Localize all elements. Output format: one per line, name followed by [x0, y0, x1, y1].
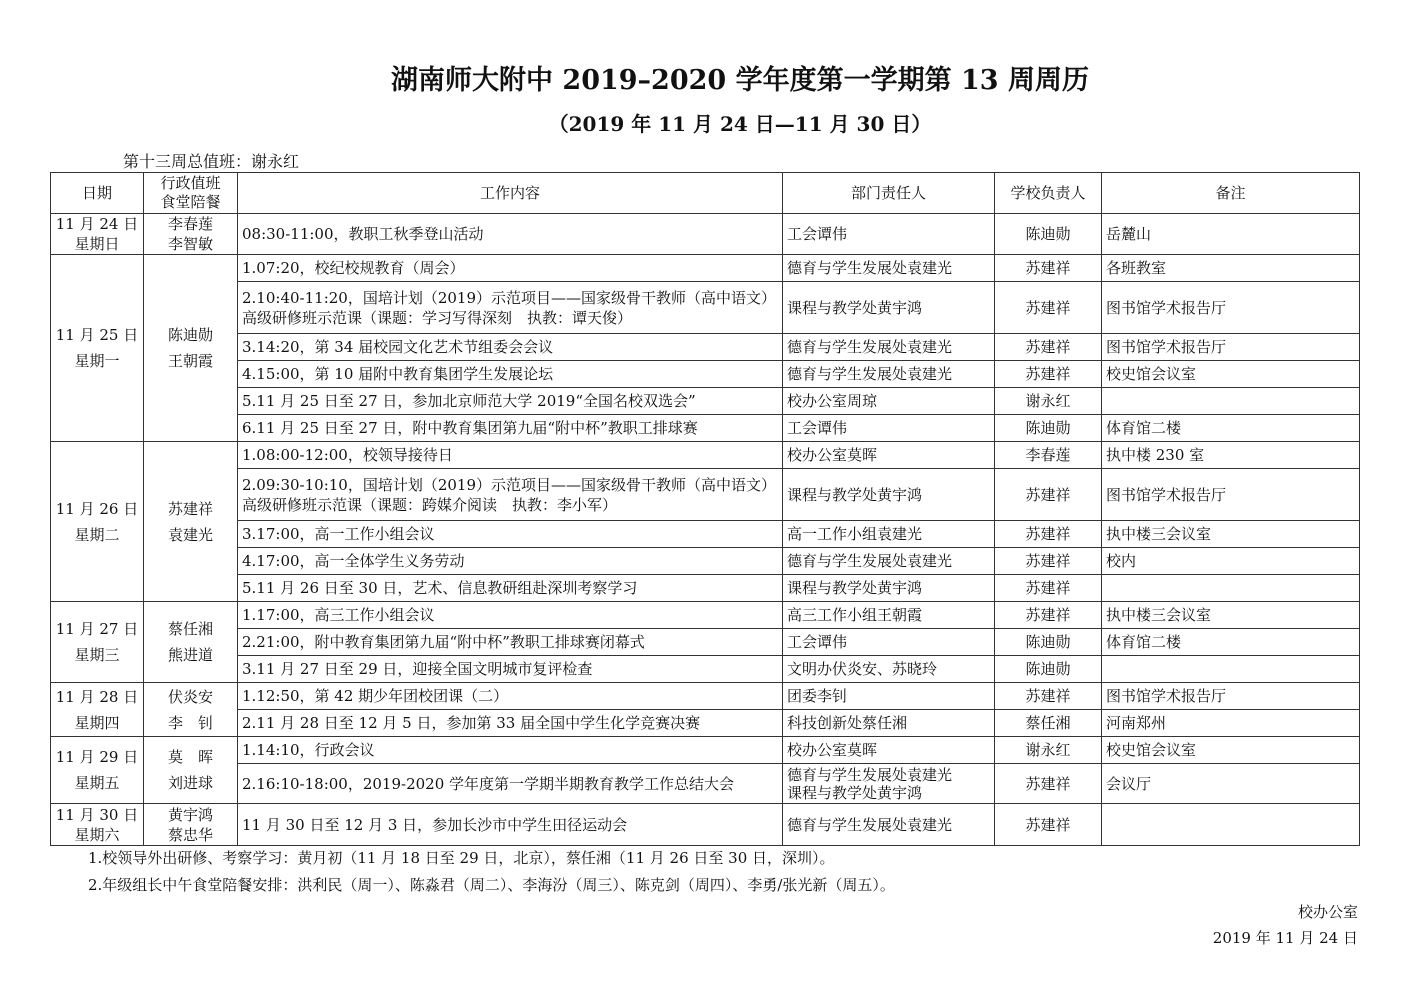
- day-weekday: 星期二: [74, 525, 120, 544]
- table-row: [51, 361, 1360, 388]
- work-item: 3.14:20，第 34 届校园文化艺术节组委会会议: [238, 334, 783, 361]
- school-owner: 苏建祥: [995, 255, 1102, 282]
- day-date-cell: [51, 255, 144, 442]
- day-admin-duty: 莫 晖: [167, 748, 213, 766]
- dept-owner: 高三工作小组王朝霞: [783, 602, 995, 629]
- remark: 体育馆二楼: [1102, 415, 1360, 442]
- school-owner: 陈迪勋: [995, 415, 1102, 442]
- col-header-work: 工作内容: [238, 173, 783, 214]
- day-admin-duty: 蔡任湘: [167, 620, 213, 638]
- remark: 图书馆学术报告厅: [1102, 683, 1360, 710]
- remark: 图书馆学术报告厅: [1102, 334, 1360, 361]
- day-weekday: 星期三: [74, 646, 120, 664]
- remark: [1102, 388, 1360, 415]
- table-header-row: [51, 173, 1360, 214]
- dept-owner: 课程与教学处黄宇鸿: [783, 282, 995, 334]
- day-date-cell: [51, 683, 144, 737]
- day-date-cell: [51, 214, 144, 255]
- dept-owner: 文明办伏炎安、苏晓玲: [783, 656, 995, 683]
- page-title: 湖南师大附中 2019–2020 学年度第一学期第 13 周周历: [391, 65, 1089, 96]
- day-admin-duty: 黄宇鸿: [167, 805, 213, 824]
- day-admin-cell: [144, 442, 238, 602]
- day-date: 11 月 30 日: [55, 805, 139, 824]
- remark: 校史馆会议室: [1102, 361, 1360, 388]
- day-admin-canteen: 刘进球: [167, 774, 213, 792]
- day-date: 11 月 28 日: [55, 687, 139, 706]
- school-owner: 苏建祥: [995, 548, 1102, 575]
- work-item: 2.21:00，附中教育集团第九届“附中杯”教职工排球赛闭幕式: [238, 629, 783, 656]
- day-weekday: 星期一: [74, 352, 120, 370]
- day-admin-canteen: 熊进道: [167, 646, 213, 664]
- signoff-date: 2019 年 11 月 24 日: [1212, 929, 1358, 947]
- day-date: 11 月 24 日: [55, 215, 139, 233]
- day-admin-duty: 陈迪勋: [167, 326, 213, 344]
- work-item: 5.11 月 26 日至 30 日，艺术、信息教研组赴深圳考察学习: [238, 575, 783, 602]
- day-weekday: 星期五: [74, 774, 120, 792]
- remark: 图书馆学术报告厅: [1102, 469, 1360, 521]
- work-item: 2.11 月 28 日至 12 月 5 日，参加第 33 届全国中学生化学竞赛决赛: [238, 710, 783, 737]
- dept-owner: 科技创新处蔡任湘: [783, 710, 995, 737]
- table-row: [51, 442, 1360, 469]
- note-1: 1.校领导外出研修、考察学习：黄月初（11 月 18 日至 29 日，北京），蔡任湘（11 月 26 日至 30 日，深圳）。: [88, 849, 835, 867]
- day-weekday: 星期日: [74, 235, 120, 253]
- day-date: 11 月 29 日: [55, 748, 139, 766]
- day-admin-duty: 李春莲: [167, 215, 213, 233]
- day-admin-cell: [144, 804, 238, 846]
- work-item: 2.10:40-11:20，国培计划（2019）示范项目——国家级骨干教师（高中语文）高级研修班示范课（课题：学习写得深刻 执教：谭天俊）: [238, 282, 783, 334]
- dept-owner: 课程与教学处黄宇鸿: [783, 575, 995, 602]
- dept-owner: 高一工作小组袁建光: [783, 521, 995, 548]
- day-admin-duty: 苏建祥: [167, 499, 213, 518]
- day-admin-canteen: 李智敏: [167, 235, 213, 253]
- remark: [1102, 656, 1360, 683]
- day-weekday: 星期六: [74, 825, 120, 844]
- remark: 会议厅: [1102, 764, 1360, 804]
- table-row: [51, 521, 1360, 548]
- table-row: [51, 602, 1360, 629]
- work-item: 5.11 月 25 日至 27 日，参加北京师范大学 2019“全国名校双选会”: [238, 388, 783, 415]
- dept-owner: 工会谭伟: [783, 214, 995, 255]
- table-row: [51, 548, 1360, 575]
- dept-owner: 工会谭伟: [783, 629, 995, 656]
- day-weekday: 星期四: [74, 713, 120, 732]
- work-item: 3.17:00，高一工作小组会议: [238, 521, 783, 548]
- school-owner: 苏建祥: [995, 764, 1102, 804]
- dept-owner: 校办公室莫晖: [783, 737, 995, 764]
- school-owner: 苏建祥: [995, 521, 1102, 548]
- work-item: 11 月 30 日至 12 月 3 日，参加长沙市中学生田径运动会: [238, 804, 783, 846]
- day-admin-canteen: 李 钊: [167, 713, 213, 732]
- date-range-subtitle: （2019 年 11 月 24 日—11 月 30 日）: [548, 112, 932, 136]
- col-header-dept: 部门责任人: [783, 173, 995, 214]
- day-admin-duty: 伏炎安: [167, 687, 213, 706]
- day-date-cell: [51, 442, 144, 602]
- remark: 河南郑州: [1102, 710, 1360, 737]
- remark: 校内: [1102, 548, 1360, 575]
- work-item: 1.08:00-12:00，校领导接待日: [238, 442, 783, 469]
- work-item: 2.09:30-10:10，国培计划（2019）示范项目——国家级骨干教师（高中语文）高级研修班示范课（课题：跨媒介阅读 执教：李小军）: [238, 469, 783, 521]
- day-date-cell: [51, 737, 144, 804]
- col-header-admin: [144, 173, 238, 214]
- table-row: [51, 282, 1360, 334]
- school-owner: 李春莲: [995, 442, 1102, 469]
- school-owner: 陈迪勋: [995, 629, 1102, 656]
- remark: [1102, 575, 1360, 602]
- table-row: [51, 737, 1360, 764]
- school-owner: 蔡任湘: [995, 710, 1102, 737]
- day-admin-canteen: 袁建光: [167, 525, 213, 544]
- remark: 体育馆二楼: [1102, 629, 1360, 656]
- day-admin-cell: [144, 683, 238, 737]
- table-row: [51, 334, 1360, 361]
- note-2: 2.年级组长中午食堂陪餐安排：洪利民（周一）、陈淼君（周二）、李海汾（周三）、陈克剑（周四）、李勇/张光新（周五）。: [88, 876, 895, 894]
- table-row: [51, 804, 1360, 846]
- school-owner: 苏建祥: [995, 575, 1102, 602]
- weekly-calendar-table: [50, 172, 1360, 846]
- day-admin-canteen: 王朝霞: [167, 352, 213, 370]
- school-owner: 陈迪勋: [995, 214, 1102, 255]
- work-item: 4.15:00，第 10 届附中教育集团学生发展论坛: [238, 361, 783, 388]
- school-owner: 苏建祥: [995, 683, 1102, 710]
- col-header-school: 学校负责人: [995, 173, 1102, 214]
- remark: 图书馆学术报告厅: [1102, 282, 1360, 334]
- remark: 岳麓山: [1102, 214, 1360, 255]
- dept-owner: 德育与学生发展处袁建光: [783, 361, 995, 388]
- table-row: [51, 415, 1360, 442]
- dept-owner: 课程与教学处黄宇鸿: [783, 469, 995, 521]
- work-item: 1.12:50，第 42 期少年团校团课（二）: [238, 683, 783, 710]
- day-date-cell: [51, 602, 144, 683]
- dept-owner: 德育与学生发展处袁建光: [783, 255, 995, 282]
- day-date: 11 月 25 日: [55, 326, 139, 344]
- table-row: [51, 683, 1360, 710]
- work-item: 1.17:00，高三工作小组会议: [238, 602, 783, 629]
- col-header-admin-line1: 行政值班: [160, 174, 221, 192]
- col-header-date: 日期: [51, 173, 144, 214]
- remark: 校史馆会议室: [1102, 737, 1360, 764]
- school-owner: 谢永红: [995, 388, 1102, 415]
- day-admin-cell: [144, 255, 238, 442]
- school-owner: 苏建祥: [995, 361, 1102, 388]
- day-admin-canteen: 蔡忠华: [167, 825, 213, 844]
- table-row: [51, 214, 1360, 255]
- col-header-admin-line2: 食堂陪餐: [160, 193, 221, 211]
- day-date: 11 月 27 日: [55, 620, 139, 638]
- day-admin-cell: [144, 737, 238, 804]
- day-date-cell: [51, 804, 144, 846]
- dept-owner: 工会谭伟: [783, 415, 995, 442]
- work-item: 2.16:10-18:00，2019-2020 学年度第一学期半期教育教学工作总结大会: [238, 764, 783, 804]
- work-item: 08:30-11:00，教职工秋季登山活动: [238, 214, 783, 255]
- dept-owner: 德育与学生发展处袁建光: [783, 334, 995, 361]
- dept-owner: 团委李钊: [783, 683, 995, 710]
- school-owner: 苏建祥: [995, 804, 1102, 846]
- work-item: 1.14:10，行政会议: [238, 737, 783, 764]
- school-owner: 苏建祥: [995, 334, 1102, 361]
- calendar-body: [51, 214, 1360, 846]
- work-item: 6.11 月 25 日至 27 日，附中教育集团第九届“附中杯”教职工排球赛: [238, 415, 783, 442]
- table-row: [51, 469, 1360, 521]
- day-admin-cell: [144, 602, 238, 683]
- work-item: 3.11 月 27 日至 29 日，迎接全国文明城市复评检查: [238, 656, 783, 683]
- remark: 执中楼 230 室: [1102, 442, 1360, 469]
- col-header-remark: 备注: [1102, 173, 1360, 214]
- school-owner: 谢永红: [995, 737, 1102, 764]
- dept-owner: 德育与学生发展处袁建光 课程与教学处黄宇鸿: [783, 764, 995, 804]
- dept-owner: 德育与学生发展处袁建光: [783, 548, 995, 575]
- table-row: [51, 255, 1360, 282]
- remark: 执中楼三会议室: [1102, 602, 1360, 629]
- school-owner: 苏建祥: [995, 282, 1102, 334]
- signoff-office: 校办公室: [1297, 903, 1358, 921]
- dept-owner: 校办公室周琼: [783, 388, 995, 415]
- day-admin-cell: [144, 214, 238, 255]
- table-row: [51, 710, 1360, 737]
- remark: [1102, 804, 1360, 846]
- school-owner: 陈迪勋: [995, 656, 1102, 683]
- remark: 各班教室: [1102, 255, 1360, 282]
- school-owner: 苏建祥: [995, 602, 1102, 629]
- table-row: [51, 629, 1360, 656]
- table-row: [51, 764, 1360, 804]
- work-item: 4.17:00，高一全体学生义务劳动: [238, 548, 783, 575]
- day-date: 11 月 26 日: [55, 499, 139, 518]
- table-row: [51, 575, 1360, 602]
- school-owner: 苏建祥: [995, 469, 1102, 521]
- duty-officer-label: 第十三周总值班：谢永红: [123, 152, 300, 171]
- dept-owner: 校办公室莫晖: [783, 442, 995, 469]
- work-item: 1.07:20，校纪校规教育（周会）: [238, 255, 783, 282]
- table-row: [51, 388, 1360, 415]
- remark: 执中楼三会议室: [1102, 521, 1360, 548]
- table-row: [51, 656, 1360, 683]
- dept-owner: 德育与学生发展处袁建光: [783, 804, 995, 846]
